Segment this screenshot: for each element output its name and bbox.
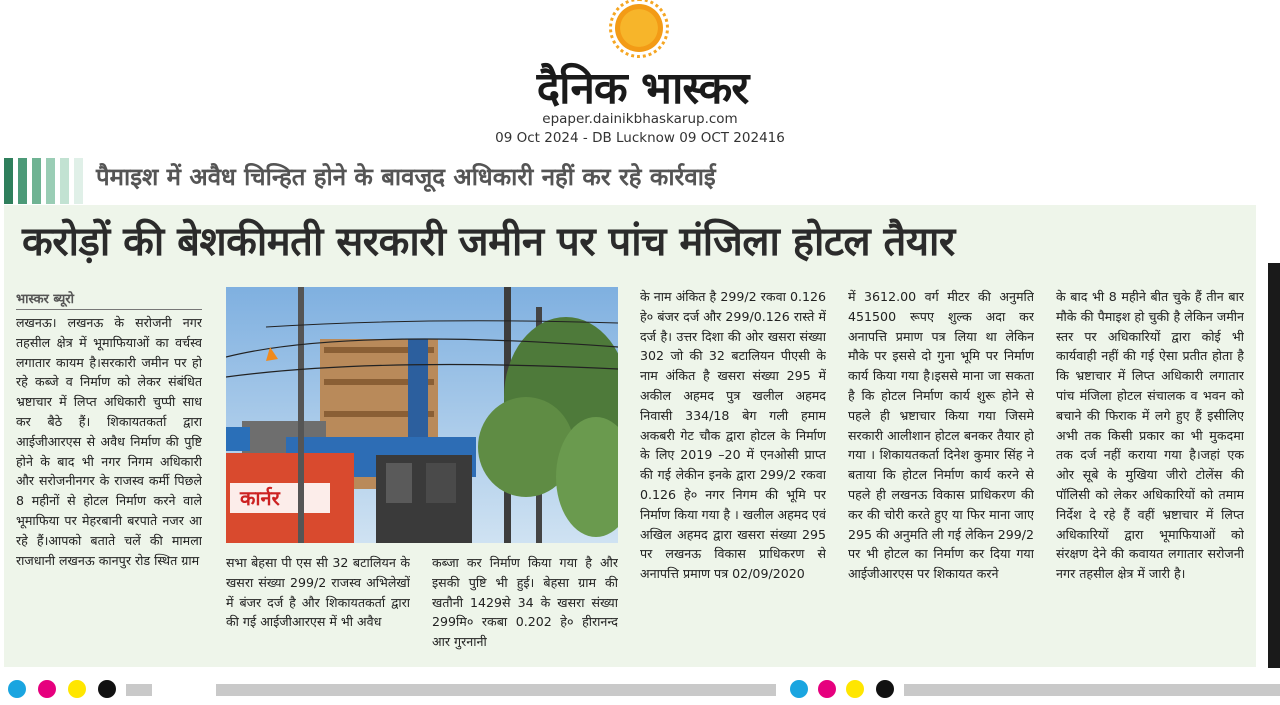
edition-info <box>470 110 810 148</box>
shop-sign-text: कार्नर <box>240 486 280 510</box>
sun-logo-icon <box>615 4 663 52</box>
article-column-2a: सभा बेहसा पी एस सी 32 बटालियन के खसरा संख्या 299/2 राजस्व अभिलेखों में बंजर दर्ज है और शिकायतकर्ता द्वारा की गई आईजीआरएस में भी अवैध <box>226 555 410 630</box>
kicker-decoration <box>0 158 84 204</box>
black-registration-dot <box>98 680 116 698</box>
byline: भास्कर ब्यूरो <box>16 292 74 307</box>
byline-divider <box>16 309 202 310</box>
article-column-5: के बाद भी 8 महीने बीत चुके हैं तीन बार मौके की पैमाइश हो चुकी है लेकिन जमीन स्तर पर अधिकारियों द्वारा कोई भी कार्यवाही नहीं की गई ऐसा प्रतीत होता है कि भ्रष्टाचार में लिप्त अधिकारी लगातार पांच मंजिला होटल संचालक व भवन को बचाने की फिराक में लगे हुए हैं इसीलिए अभी तक किसी प्रकार का भी मुकदमा तक दर्ज नहीं कराया गया है।जहां एक ओर सूबे के मुखिया जीरो टोलेंस की पॉलिसी को लेकर अधिकारियों को तमाम निर्देश दे रहे हैं वहीं भ्रष्टाचार में लिप्त अधिकारियों द्वारा भूमाफियाओं को संरक्षण देने की कवायत लगातार सरोजनी नगर तहसील क्षेत्र में जारी है। <box>1056 289 1244 582</box>
article-headline: करोड़ों की बेशकीमती सरकारी जमीन पर पांच मंजिला होटल तैयार <box>22 219 955 265</box>
newspaper-logo: दैनिक भास्कर <box>536 63 749 114</box>
black-registration-dot <box>876 680 894 698</box>
article-column-3: के नाम अंकित है 299/2 रकवा 0.126 हे० बंजर दर्ज और 299/0.126 रास्ते में दर्ज है। उत्तर दिशा की ओर खसरा संख्या 302 जो की 32 बटालियन पीएसी के नाम अंकित है खसरा संख्या 295 में अकील अहमद पुत्र खलील अहमद निवासी 334/18 बेग गली हमाम अकबरी गेट चौक द्वारा होटल के निर्माण के लिए 2019 –20 में एनओसी प्राप्त की गई लेकीन इनके द्वारा 299/2 रकवा 0.126 हे० नगर निगम की भूमि पर निर्माण किया गया है । खलील अहमद एवं अखिल अहमद द्वारा खसरा संख्या 295 पर लखनऊ विकास प्राधिकरण से अनापत्ति प्रमाण पत्र 02/09/2020 <box>640 289 826 582</box>
epaper-url[interactable]: epaper.dainikbhaskarup.com <box>542 111 738 127</box>
yellow-registration-dot <box>846 680 864 698</box>
article-kicker: पैमाइश में अवैध चिन्हित होने के बावजूद अधिकारी नहीं कर रहे कार्रवाई <box>96 163 716 191</box>
cyan-registration-dot <box>8 680 26 698</box>
edition-line: 09 Oct 2024 - DB Lucknow 09 OCT 202416 <box>495 130 785 146</box>
article-column-2b: कब्जा कर निर्माण किया गया है और इसकी पुष्टि भी हुई। बेहसा ग्राम की खतौनी 1429से 34 के खसरा संख्या 299मि० रकबा 0.202 हे० हीरानन्द आर गुरनानी <box>432 555 618 650</box>
magenta-registration-dot <box>38 680 56 698</box>
masthead <box>0 0 1280 155</box>
grey-bar <box>126 684 152 696</box>
article-photo <box>226 287 618 543</box>
print-registration-bar <box>0 676 1280 702</box>
adjacent-page-edge <box>1268 263 1280 668</box>
article-column-4: में 3612.00 वर्ग मीटर की अनुमति 451500 रूपए शुल्क अदा कर अनापत्ति प्रमाण पत्र लिया था लेकिन मौके पर इससे दो गुना भूमि पर निर्माण कार्य किया गया है।इससे माना जा सकता है कि होटल निर्माण कार्य शुरू होने से पहले ही भ्रष्टाचार किया गया जिसमे सरकारी आलीशान होटल बनकर तैयार हो गया । शिकायतकर्ता दिनेश कुमार सिंह ने बताया कि होटल निर्माण कार्य करने से पहले ही लखनऊ विकास प्राधिकरण की कर की चोरी करते हुए या फिर माना जाए 295 की अनुमति ली गई लेकिन 299/2 पर भी होटल का निर्माण कर दिया गया आईजीआरएस पर शिकायत करने <box>848 289 1034 582</box>
article-column-1: लखनऊ। लखनऊ के सरोजनी नगर तहसील क्षेत्र में भूमाफियाओं का वर्चस्व लगातार कायम है।सरकारी जमीन पर हो रहे कब्जे व निर्माण को लेकर संबंधित भ्रष्टाचार में लिप्त अधिकारी चुप्पी साध कर बैठे हैं। शिकायतकर्ता द्वारा आईजीआरएस से अवैध निर्माण की पुष्टि होने के बाद भी नगर निगम अधिकारी और सरोजनीनगर के राजस्व कर्मी पिछले 8 महीनों से होटल निर्माण करने वाले भूमाफिया पर मेहरबानी बरपाते नजर आ रहे हैं।आपको बताते चलें की मामला राजधानी लखनऊ कानपुर रोड स्थित ग्राम <box>16 315 202 568</box>
cyan-registration-dot <box>790 680 808 698</box>
grey-bar <box>904 684 1280 696</box>
grey-bar <box>216 684 776 696</box>
magenta-registration-dot <box>818 680 836 698</box>
yellow-registration-dot <box>68 680 86 698</box>
